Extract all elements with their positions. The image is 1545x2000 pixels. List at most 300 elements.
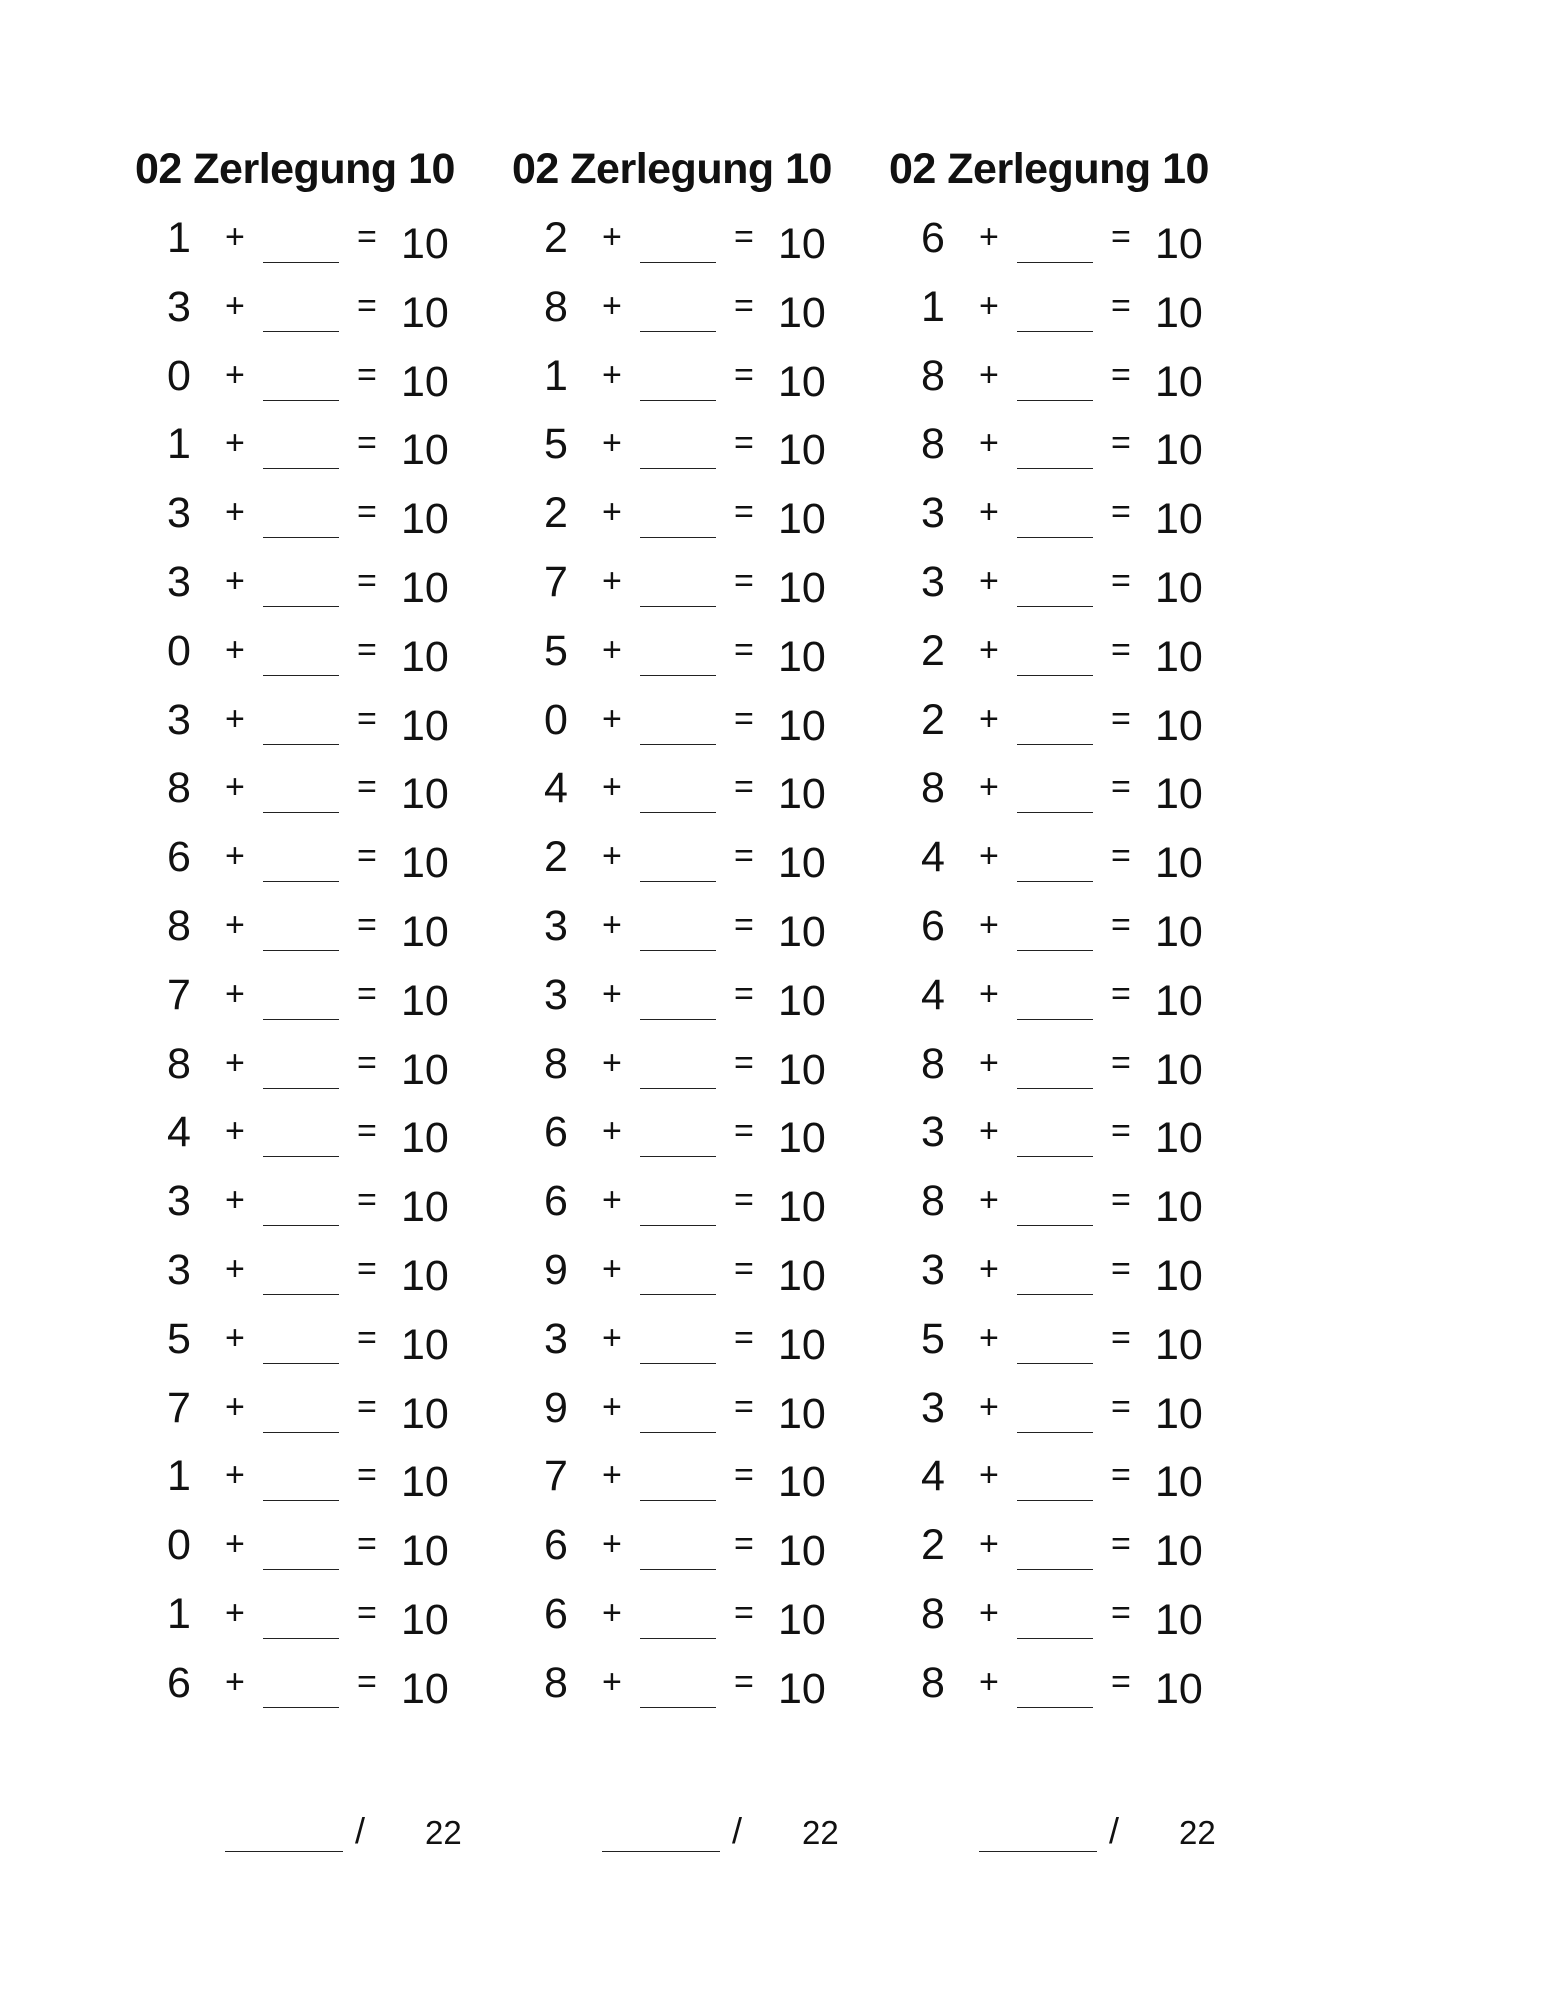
- addend-number: 7: [167, 970, 191, 1019]
- plus-sign: +: [979, 699, 999, 738]
- plus-sign: +: [602, 974, 622, 1013]
- result-number: 10: [778, 632, 826, 681]
- equals-sign: =: [357, 768, 377, 807]
- answer-blank[interactable]: [263, 1432, 339, 1433]
- equals-sign: =: [1111, 1387, 1131, 1426]
- plus-sign: +: [225, 630, 245, 669]
- score-line: [889, 1810, 1249, 1860]
- equals-sign: =: [734, 218, 754, 256]
- equals-sign: =: [357, 1181, 377, 1220]
- plus-sign: +: [225, 1593, 245, 1632]
- answer-blank[interactable]: [263, 1707, 339, 1708]
- result-number: 10: [1155, 357, 1203, 406]
- exercise-row: [889, 283, 1249, 352]
- answer-blank[interactable]: [640, 1363, 716, 1364]
- score-answer-blank[interactable]: [225, 1851, 343, 1852]
- result-number: 10: [778, 563, 826, 612]
- answer-blank[interactable]: [640, 675, 716, 676]
- result-number: 10: [1155, 1320, 1203, 1369]
- answer-blank[interactable]: [1017, 1363, 1093, 1364]
- exercise-row: [889, 489, 1249, 558]
- addend-number: 8: [167, 764, 191, 813]
- exercise-row: [512, 1452, 872, 1521]
- answer-blank[interactable]: [263, 606, 339, 607]
- exercise-row: [135, 1177, 495, 1246]
- exercise-row: [512, 1177, 872, 1246]
- equals-sign: =: [1111, 1525, 1131, 1564]
- answer-blank[interactable]: [1017, 1432, 1093, 1433]
- answer-blank[interactable]: [263, 1569, 339, 1570]
- result-number: 10: [1155, 632, 1203, 681]
- addend-number: 3: [544, 1314, 568, 1363]
- exercise-row: [889, 1659, 1249, 1728]
- exercise-row: [512, 1108, 872, 1177]
- result-number: 10: [401, 1664, 449, 1713]
- equals-sign: =: [734, 1249, 754, 1288]
- equals-sign: =: [1111, 561, 1131, 600]
- answer-blank[interactable]: [263, 950, 339, 951]
- answer-blank[interactable]: [263, 675, 339, 676]
- plus-sign: +: [979, 630, 999, 669]
- answer-blank[interactable]: [1017, 812, 1093, 813]
- answer-blank[interactable]: [263, 1019, 339, 1020]
- equals-sign: =: [734, 1043, 754, 1082]
- exercise-row: [135, 1246, 495, 1315]
- equals-sign: =: [734, 837, 754, 876]
- answer-blank[interactable]: [640, 1088, 716, 1089]
- answer-blank[interactable]: [640, 1432, 716, 1433]
- equals-sign: =: [357, 1387, 377, 1426]
- plus-sign: +: [602, 768, 622, 807]
- addend-number: 8: [544, 282, 568, 331]
- exercise-row: [135, 696, 495, 765]
- exercise-list: [889, 214, 1249, 1728]
- plus-sign: +: [225, 1112, 245, 1151]
- plus-sign: +: [979, 561, 999, 600]
- answer-blank[interactable]: [1017, 1019, 1093, 1020]
- plus-sign: +: [602, 1456, 622, 1495]
- answer-blank[interactable]: [1017, 331, 1093, 332]
- plus-sign: +: [979, 1181, 999, 1220]
- addend-number: 3: [167, 489, 191, 538]
- addend-number: 2: [544, 833, 568, 882]
- exercise-row: [135, 420, 495, 489]
- answer-blank[interactable]: [1017, 1225, 1093, 1226]
- answer-blank[interactable]: [1017, 1294, 1093, 1295]
- answer-blank[interactable]: [263, 1363, 339, 1364]
- addend-number: 7: [167, 1383, 191, 1432]
- equals-sign: =: [357, 630, 377, 669]
- result-number: 10: [1155, 1251, 1203, 1300]
- score-slash: /: [1109, 1810, 1120, 1851]
- exercise-row: [889, 696, 1249, 765]
- plus-sign: +: [225, 1181, 245, 1220]
- plus-sign: +: [225, 1662, 245, 1701]
- addend-number: 4: [921, 833, 945, 882]
- addend-number: 8: [921, 764, 945, 813]
- addend-number: 5: [167, 1314, 191, 1363]
- answer-blank[interactable]: [263, 1225, 339, 1226]
- exercise-row: [135, 764, 495, 833]
- result-number: 10: [778, 1458, 826, 1507]
- equals-sign: =: [1111, 905, 1131, 944]
- answer-blank[interactable]: [640, 1707, 716, 1708]
- equals-sign: =: [357, 355, 377, 394]
- answer-blank[interactable]: [263, 744, 339, 745]
- addend-number: 4: [921, 1452, 945, 1501]
- answer-blank[interactable]: [640, 881, 716, 882]
- plus-sign: +: [979, 1387, 999, 1426]
- answer-blank[interactable]: [1017, 675, 1093, 676]
- plus-sign: +: [979, 1043, 999, 1082]
- plus-sign: +: [979, 905, 999, 944]
- answer-blank[interactable]: [263, 881, 339, 882]
- equals-sign: =: [357, 561, 377, 600]
- addend-number: 5: [921, 1314, 945, 1363]
- answer-blank[interactable]: [1017, 468, 1093, 469]
- plus-sign: +: [225, 561, 245, 600]
- exercise-row: [889, 971, 1249, 1040]
- plus-sign: +: [225, 1387, 245, 1426]
- result-number: 10: [401, 495, 449, 544]
- equals-sign: =: [1111, 424, 1131, 463]
- addend-number: 3: [167, 1245, 191, 1294]
- exercise-row: [889, 1108, 1249, 1177]
- result-number: 10: [401, 220, 449, 268]
- equals-sign: =: [734, 974, 754, 1013]
- result-number: 10: [778, 1389, 826, 1438]
- answer-blank[interactable]: [640, 950, 716, 951]
- exercise-row: [135, 558, 495, 627]
- plus-sign: +: [225, 1456, 245, 1495]
- addend-number: 1: [167, 1452, 191, 1501]
- result-number: 10: [778, 1251, 826, 1300]
- exercise-row: [135, 1384, 495, 1453]
- equals-sign: =: [734, 561, 754, 600]
- exercise-row: [889, 627, 1249, 696]
- exercise-row: [512, 1246, 872, 1315]
- result-number: 10: [401, 907, 449, 956]
- exercise-row: [889, 833, 1249, 902]
- equals-sign: =: [1111, 1043, 1131, 1082]
- addend-number: 3: [921, 557, 945, 606]
- result-number: 10: [778, 1320, 826, 1369]
- equals-sign: =: [357, 1456, 377, 1495]
- answer-blank[interactable]: [640, 262, 716, 263]
- addend-number: 2: [544, 214, 568, 262]
- answer-blank[interactable]: [1017, 400, 1093, 401]
- answer-blank[interactable]: [1017, 262, 1093, 263]
- plus-sign: +: [979, 837, 999, 876]
- exercise-row: [512, 971, 872, 1040]
- plus-sign: +: [979, 286, 999, 325]
- plus-sign: +: [602, 905, 622, 944]
- exercise-row: [512, 1315, 872, 1384]
- equals-sign: =: [734, 699, 754, 738]
- exercise-row: [512, 214, 872, 283]
- score-answer-blank[interactable]: [602, 1851, 720, 1852]
- score-slash: /: [355, 1810, 366, 1851]
- answer-blank[interactable]: [640, 1019, 716, 1020]
- answer-blank[interactable]: [1017, 1500, 1093, 1501]
- equals-sign: =: [734, 1525, 754, 1564]
- equals-sign: =: [357, 837, 377, 876]
- equals-sign: =: [734, 630, 754, 669]
- plus-sign: +: [602, 1249, 622, 1288]
- answer-blank[interactable]: [640, 331, 716, 332]
- equals-sign: =: [734, 286, 754, 325]
- addend-number: 7: [544, 1452, 568, 1501]
- exercise-row: [135, 627, 495, 696]
- result-number: 10: [778, 1045, 826, 1094]
- plus-sign: +: [602, 1043, 622, 1082]
- equals-sign: =: [734, 1662, 754, 1701]
- answer-blank[interactable]: [640, 1500, 716, 1501]
- answer-blank[interactable]: [263, 262, 339, 263]
- addend-number: 6: [167, 1658, 191, 1707]
- result-number: 10: [401, 1595, 449, 1644]
- plus-sign: +: [979, 974, 999, 1013]
- answer-blank[interactable]: [1017, 1156, 1093, 1157]
- result-number: 10: [401, 701, 449, 750]
- result-number: 10: [778, 1527, 826, 1576]
- result-number: 10: [401, 426, 449, 475]
- plus-sign: +: [979, 1249, 999, 1288]
- result-number: 10: [1155, 907, 1203, 956]
- plus-sign: +: [225, 286, 245, 325]
- exercise-row: [889, 1590, 1249, 1659]
- result-number: 10: [1155, 1114, 1203, 1163]
- plus-sign: +: [225, 1249, 245, 1288]
- addend-number: 8: [167, 901, 191, 950]
- equals-sign: =: [1111, 768, 1131, 807]
- exercise-row: [512, 1659, 872, 1728]
- result-number: 10: [1155, 1045, 1203, 1094]
- equals-sign: =: [357, 974, 377, 1013]
- addend-number: 3: [921, 489, 945, 538]
- equals-sign: =: [1111, 1181, 1131, 1220]
- exercise-row: [512, 283, 872, 352]
- plus-sign: +: [979, 1456, 999, 1495]
- result-number: 10: [401, 839, 449, 888]
- plus-sign: +: [979, 355, 999, 394]
- exercise-row: [889, 1315, 1249, 1384]
- answer-blank[interactable]: [640, 606, 716, 607]
- result-number: 10: [778, 1183, 826, 1232]
- equals-sign: =: [357, 1318, 377, 1357]
- result-number: 10: [778, 770, 826, 819]
- exercise-row: [135, 1659, 495, 1728]
- exercise-row: [512, 1384, 872, 1453]
- exercise-row: [889, 1452, 1249, 1521]
- result-number: 10: [778, 288, 826, 337]
- plus-sign: +: [979, 768, 999, 807]
- exercise-row: [512, 1521, 872, 1590]
- answer-blank[interactable]: [1017, 744, 1093, 745]
- answer-blank[interactable]: [1017, 1638, 1093, 1639]
- addend-number: 8: [167, 1039, 191, 1088]
- plus-sign: +: [979, 1593, 999, 1632]
- equals-sign: =: [734, 1456, 754, 1495]
- answer-blank[interactable]: [640, 400, 716, 401]
- answer-blank[interactable]: [1017, 881, 1093, 882]
- answer-blank[interactable]: [1017, 1088, 1093, 1089]
- answer-blank[interactable]: [1017, 1707, 1093, 1708]
- answer-blank[interactable]: [263, 1638, 339, 1639]
- addend-number: 3: [167, 1177, 191, 1226]
- plus-sign: +: [602, 1112, 622, 1151]
- answer-blank[interactable]: [640, 1294, 716, 1295]
- plus-sign: +: [602, 1593, 622, 1632]
- equals-sign: =: [357, 905, 377, 944]
- exercise-row: [889, 1177, 1249, 1246]
- answer-blank[interactable]: [263, 1500, 339, 1501]
- equals-sign: =: [1111, 355, 1131, 394]
- equals-sign: =: [734, 1593, 754, 1632]
- exercise-row: [135, 1315, 495, 1384]
- answer-blank[interactable]: [263, 331, 339, 332]
- addend-number: 5: [544, 420, 568, 469]
- answer-blank[interactable]: [263, 468, 339, 469]
- answer-blank[interactable]: [640, 468, 716, 469]
- addend-number: 6: [544, 1177, 568, 1226]
- exercise-row: [135, 214, 495, 283]
- exercise-row: [512, 489, 872, 558]
- score-total: 22: [425, 1814, 462, 1851]
- plus-sign: +: [979, 1112, 999, 1151]
- plus-sign: +: [602, 1525, 622, 1564]
- addend-number: 1: [544, 351, 568, 400]
- equals-sign: =: [734, 1387, 754, 1426]
- equals-sign: =: [1111, 1112, 1131, 1151]
- result-number: 10: [778, 1595, 826, 1644]
- addend-number: 3: [921, 1245, 945, 1294]
- addend-number: 3: [167, 557, 191, 606]
- equals-sign: =: [1111, 837, 1131, 876]
- result-number: 10: [1155, 288, 1203, 337]
- answer-blank[interactable]: [263, 1156, 339, 1157]
- exercise-row: [512, 902, 872, 971]
- answer-blank[interactable]: [640, 1569, 716, 1570]
- answer-blank[interactable]: [640, 537, 716, 538]
- result-number: 10: [1155, 1595, 1203, 1644]
- exercise-row: [512, 696, 872, 765]
- addend-number: 0: [167, 1521, 191, 1570]
- exercise-row: [135, 1452, 495, 1521]
- answer-blank[interactable]: [1017, 537, 1093, 538]
- exercise-row: [135, 283, 495, 352]
- result-number: 10: [401, 357, 449, 406]
- addend-number: 8: [921, 1039, 945, 1088]
- addend-number: 8: [921, 420, 945, 469]
- answer-blank[interactable]: [640, 1638, 716, 1639]
- result-number: 10: [778, 220, 826, 268]
- exercise-row: [135, 833, 495, 902]
- addend-number: 5: [544, 626, 568, 675]
- addend-number: 6: [167, 833, 191, 882]
- addend-number: 1: [167, 420, 191, 469]
- score-line: [135, 1810, 495, 1860]
- plus-sign: +: [225, 218, 245, 256]
- plus-sign: +: [979, 424, 999, 463]
- answer-blank[interactable]: [263, 1294, 339, 1295]
- plus-sign: +: [225, 1525, 245, 1564]
- equals-sign: =: [734, 905, 754, 944]
- exercise-row: [889, 352, 1249, 421]
- plus-sign: +: [225, 424, 245, 463]
- addend-number: 6: [544, 1589, 568, 1638]
- equals-sign: =: [734, 1112, 754, 1151]
- addend-number: 7: [544, 557, 568, 606]
- result-number: 10: [401, 1251, 449, 1300]
- equals-sign: =: [734, 1318, 754, 1357]
- equals-sign: =: [1111, 1249, 1131, 1288]
- exercise-row: [512, 352, 872, 421]
- exercise-row: [135, 1108, 495, 1177]
- equals-sign: =: [357, 1662, 377, 1701]
- result-number: 10: [1155, 563, 1203, 612]
- answer-blank[interactable]: [263, 400, 339, 401]
- score-answer-blank[interactable]: [979, 1851, 1097, 1852]
- equals-sign: =: [357, 218, 377, 256]
- plus-sign: +: [979, 1318, 999, 1357]
- result-number: 10: [401, 770, 449, 819]
- exercise-row: [889, 1040, 1249, 1109]
- plus-sign: +: [602, 218, 622, 256]
- answer-blank[interactable]: [640, 812, 716, 813]
- exercise-row: [889, 1384, 1249, 1453]
- exercise-row: [135, 971, 495, 1040]
- column-title: 02 Zerlegung 10: [135, 145, 455, 193]
- result-number: 10: [401, 1183, 449, 1232]
- exercise-row: [512, 833, 872, 902]
- equals-sign: =: [1111, 1593, 1131, 1632]
- addend-number: 8: [544, 1658, 568, 1707]
- plus-sign: +: [979, 218, 999, 256]
- answer-blank[interactable]: [263, 1088, 339, 1089]
- answer-blank[interactable]: [263, 812, 339, 813]
- plus-sign: +: [602, 837, 622, 876]
- answer-blank[interactable]: [640, 744, 716, 745]
- addend-number: 6: [921, 901, 945, 950]
- answer-blank[interactable]: [640, 1225, 716, 1226]
- addend-number: 2: [921, 626, 945, 675]
- answer-blank[interactable]: [1017, 606, 1093, 607]
- plus-sign: +: [225, 974, 245, 1013]
- result-number: 10: [401, 1045, 449, 1094]
- answer-blank[interactable]: [1017, 1569, 1093, 1570]
- result-number: 10: [778, 839, 826, 888]
- equals-sign: =: [1111, 1662, 1131, 1701]
- result-number: 10: [778, 907, 826, 956]
- exercise-row: [135, 1040, 495, 1109]
- answer-blank[interactable]: [640, 1156, 716, 1157]
- result-number: 10: [401, 1389, 449, 1438]
- answer-blank[interactable]: [263, 537, 339, 538]
- exercise-row: [135, 489, 495, 558]
- plus-sign: +: [602, 493, 622, 532]
- answer-blank[interactable]: [1017, 950, 1093, 951]
- addend-number: 0: [167, 626, 191, 675]
- result-number: 10: [401, 632, 449, 681]
- result-number: 10: [778, 426, 826, 475]
- addend-number: 0: [167, 351, 191, 400]
- addend-number: 4: [167, 1108, 191, 1157]
- addend-number: 1: [167, 214, 191, 262]
- plus-sign: +: [979, 1525, 999, 1564]
- result-number: 10: [778, 701, 826, 750]
- column-title: 02 Zerlegung 10: [889, 145, 1209, 193]
